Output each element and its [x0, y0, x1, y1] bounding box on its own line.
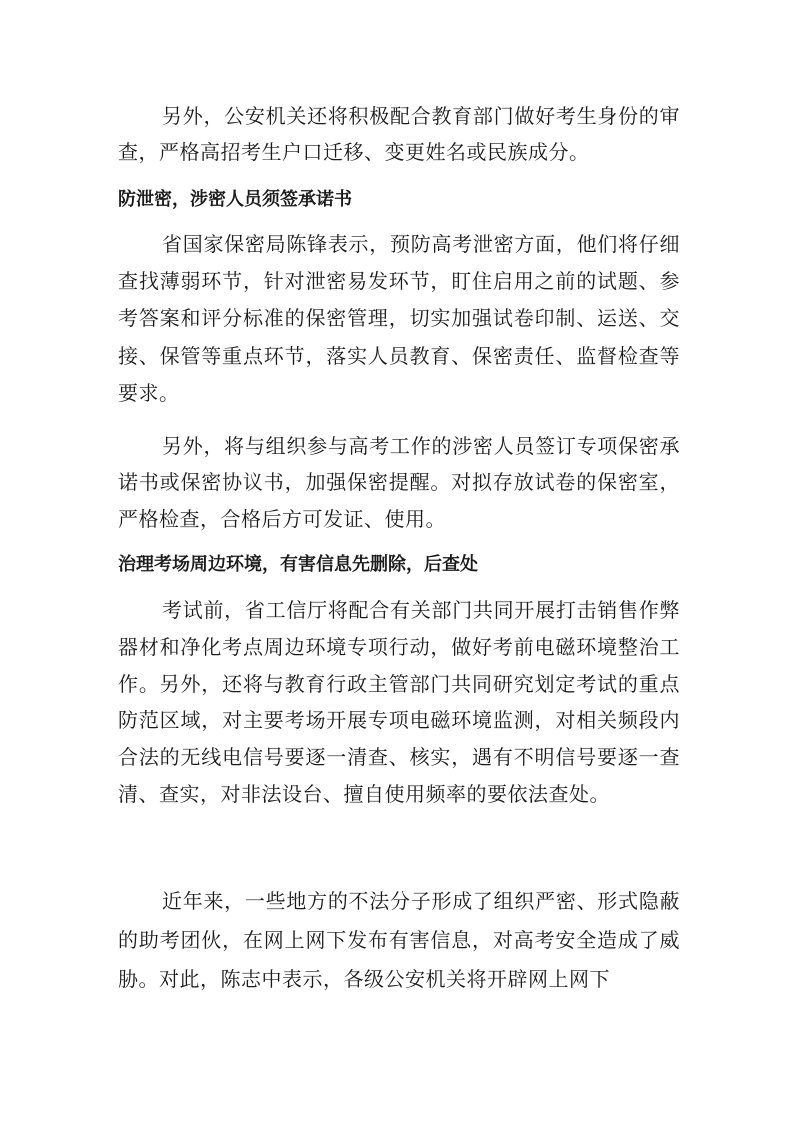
- paragraph-secrecy-bureau: 省国家保密局陈锋表示，预防高考泄密方面，他们将仔细查找薄弱环节，针对泄密易发环节，盯住启用之前的试题、参考答案和评分标准的保密管理，切实加强试卷印制、运送、交接、保管等重点环节，落实人员教育、保密责任、监督检查等要求。: [118, 232, 680, 405]
- section-heading-exam-environment: 治理考场周边环境，有害信息先删除，后查处: [118, 554, 478, 575]
- paragraph-cheating-gangs: 近年来，一些地方的不法分子形成了组织严密、形式隐蔽的助考团伙，在网上网下发布有害信息，对高考安全造成了威胁。对此，陈志中表示，各级公安机关将开辟网上网下: [118, 889, 680, 991]
- paragraph-electromagnetic-environment: 考试前，省工信厅将配合有关部门共同开展打击销售作弊器材和净化考点周边环境专项行动，做好考前电磁环境整治工作。另外，还将与教育行政主管部门共同研究划定考试的重点防范区域，对主要考场开展专项电磁环境监测，对相关频段内合法的无线电信号要逐一清查、核实，遇有不明信号要逐一查清、查实，对非法设台、擅自使用频率的要依法查处。: [118, 598, 680, 806]
- paragraph-confidentiality-pledge: 另外，将与组织参与高考工作的涉密人员签订专项保密承诺书或保密协议书，加强保密提醒。对拟存放试卷的保密室，严格检查，合格后方可发证、使用。: [118, 434, 680, 531]
- paragraph-identity-review: 另外，公安机关还将积极配合教育部门做好考生身份的审查，严格高招考生户口迁移、变更姓名或民族成分。: [118, 104, 680, 165]
- section-heading-anti-leak: 防泄密，涉密人员须签承诺书: [118, 189, 352, 210]
- document-page: [118, 0, 680, 1123]
